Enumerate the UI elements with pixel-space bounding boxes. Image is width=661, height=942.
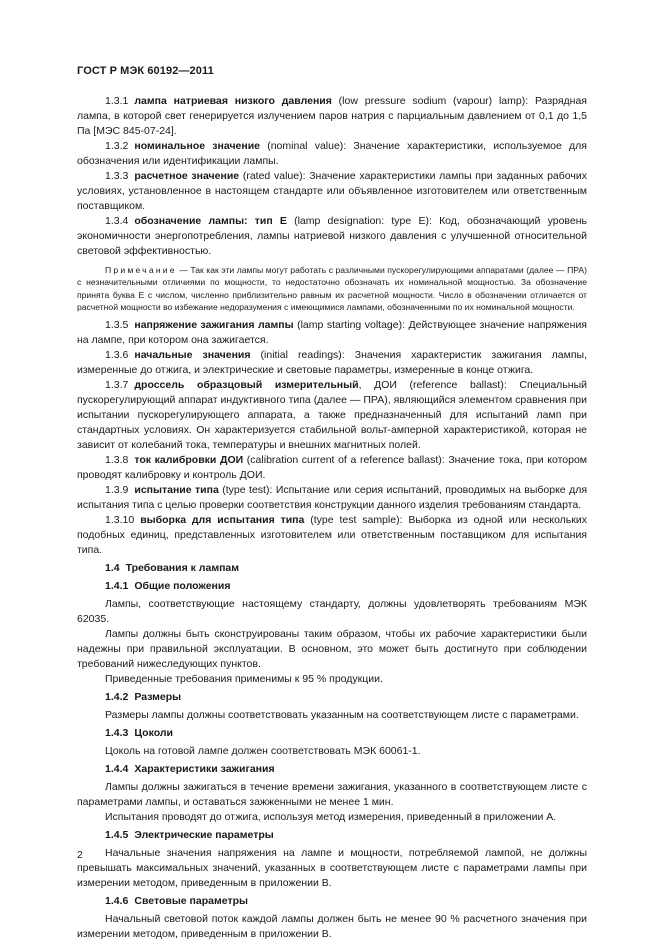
clause-number: 1.3.9 <box>105 483 129 496</box>
clause-number: 1.3.2 <box>105 140 129 152</box>
section-number: 1.4.2 <box>105 690 129 703</box>
clause-term: ток калибровки ДОИ <box>134 453 244 466</box>
section-number: 1.4.4 <box>105 762 129 775</box>
clause-number: 1.3.7 <box>105 378 129 391</box>
section-paragraph: Приведенные требования применимы к 95 % продукции. <box>105 672 383 685</box>
section-number: 1.4.3 <box>105 726 129 739</box>
section-title: Электрические параметры <box>134 828 274 841</box>
clause-1-3-2 <box>77 139 587 169</box>
clause-1-3-10 <box>77 513 587 558</box>
clause-1-3-9 <box>77 483 587 513</box>
section-title: Общие положения <box>134 579 231 592</box>
clause-1-3-1 <box>77 94 587 139</box>
clause-number: 1.3.3 <box>105 170 129 182</box>
clause-number: 1.3.5 <box>105 318 129 331</box>
section-number: 1.4.5 <box>105 828 129 841</box>
section-heading-1-4-3 <box>77 726 587 741</box>
clause-1-3-4 <box>77 214 587 259</box>
clause-term: выборка для испытания типа <box>140 513 305 526</box>
section-paragraph: Начальные значения напряжения на лампе и мощности, потребляемой лампой, не должны превышать максимальных значений, указанных в соответствующем листе с параметрами лампы при измерении методом, приведенным в приложении В. <box>77 846 587 889</box>
page-content <box>77 94 587 942</box>
section-paragraph: Начальный световой поток каждой лампы должен быть не менее 90 % расчетного значения при измерении методом, приведенным в приложении В. <box>77 912 587 940</box>
note-label: Примечание <box>105 265 177 275</box>
section-paragraph: Испытания проводят до отжига, используя метод измерения, приведенный в приложении А. <box>105 810 557 823</box>
section-heading-1-4-4 <box>77 762 587 777</box>
clause-number: 1.3.6 <box>105 348 129 361</box>
section-number: 1.4.6 <box>105 894 129 907</box>
clause-number: 1.3.4 <box>105 215 129 227</box>
section-number: 1.4.1 <box>105 579 129 592</box>
section-paragraph: Размеры лампы должны соответствовать указанным на соответствующем листе с параметрами. <box>105 708 579 721</box>
clause-term: обозначение лампы: тип E <box>134 215 287 227</box>
section-title: Требования к лампам <box>125 561 240 574</box>
clause-text: , ДОИ (reference ballast): Специальный пускорегулирующий аппарат индуктивного типа (далее — ПРА), являющийся элементом сравнения при испытании пускорегулирующего аппарата, а также предназначенный для испытаний ламп при стандартных условиях. Он характеризуется стабильной вольт-амперной характеристикой, которая не зависит от колебаний тока, температуры и внешних магнитных полей. <box>77 378 587 451</box>
clause-text: (lamp designation: type E): Код, обозначающий уровень экономичности энергопотребления, лампы натриевой низкого давления с улучшенной относительной световой эффективностью. <box>77 215 587 257</box>
clause-number: 1.3.8 <box>105 453 129 466</box>
clause-number: 1.3.1 <box>105 95 129 107</box>
note <box>77 264 587 314</box>
clause-text: (initial readings): Значения характеристик зажигания лампы, измеренные до отжига, и электрические и световые параметры, измеренные в конце отжига. <box>77 348 588 376</box>
section-title: Цоколи <box>134 726 173 739</box>
section-paragraph: Лампы, соответствующие настоящему стандарту, должны удовлетворять требованиям МЭК 62035. <box>77 597 587 625</box>
clause-term: расчетное значение <box>134 170 240 182</box>
clause-text: (low pressure sodium (vapour) lamp): Разрядная лампа, в которой свет генерируется излучением паров натрия с парциальным давлением от 0,1 до 1,5 Па [МЭС 845-07-24]. <box>77 95 587 137</box>
clause-term: испытание типа <box>134 483 219 496</box>
section-title: Размеры <box>134 690 182 703</box>
clause-1-3-5 <box>77 318 587 348</box>
clause-term: дроссель образцовый измерительный <box>134 378 359 391</box>
section-heading-1-4-2 <box>77 690 587 705</box>
page-header: ГОСТ Р МЭК 60192—2011 <box>77 65 214 77</box>
section-heading-1-4 <box>77 561 587 576</box>
clause-text: (type test): Испытание или серия испытаний, проводимых на выборке для испытания типа с целью проверки соответствия конструкции данного изделия требованиям стандарта. <box>77 483 588 511</box>
section-paragraph: Лампы должны быть сконструированы таким образом, чтобы их рабочие характеристики были надежны при правильной эксплуатации. В основном, это может быть достигнуто при соблюдении требований нижеследующих пунктов. <box>77 627 587 670</box>
clause-term: номинальное значение <box>134 140 261 152</box>
section-heading-1-4-5 <box>77 828 587 843</box>
section-paragraph: Цоколь на готовой лампе должен соответствовать МЭК 60061-1. <box>105 744 421 757</box>
clause-term: лампа натриевая низкого давления <box>134 95 332 107</box>
clause-1-3-3 <box>77 169 587 214</box>
section-heading-1-4-1 <box>77 579 587 594</box>
clause-1-3-8 <box>77 453 587 483</box>
clause-text: (calibration current of a reference ballast): Значение тока, при котором проводят калибровку и контроль ДОИ. <box>77 453 588 481</box>
clause-term: напряжение зажигания лампы <box>134 318 294 331</box>
clause-text: (nominal value): Значение характеристики, используемое для обозначения или идентификации лампы. <box>77 140 587 167</box>
page-number: 2 <box>77 849 83 861</box>
section-number: 1.4 <box>105 561 120 574</box>
clause-1-3-6 <box>77 348 587 378</box>
section-title: Характеристики зажигания <box>134 762 275 775</box>
section-heading-1-4-6 <box>77 894 587 909</box>
clause-term: начальные значения <box>134 348 251 361</box>
clause-number: 1.3.10 <box>105 513 135 526</box>
section-title: Световые параметры <box>134 894 248 907</box>
note-text: — Так как эти лампы могут работать с различными пускорегулирующими аппаратами (далее — ПРА) с незначительными отличиями по мощности, то недостаточно обозначать их номинальной мощностью. За обозначение принята буква E с числом, численно приблизительно равным их расчетной мощности. Число в обозначении отличается от расчетной мощности во избежание недоразумения с имеющимися лампами, обозначенными по их номинальной мощности. <box>77 265 587 313</box>
clause-text: (rated value): Значение характеристики лампы при заданных рабочих условиях, установленное в настоящем стандарте или объявленное изготовителем или ответственным поставщиком. <box>77 170 587 212</box>
section-paragraph: Лампы должны зажигаться в течение времени зажигания, указанного в соответствующем листе с параметрами лампы, и оставаться зажженными не менее 1 мин. <box>77 780 587 808</box>
clause-text: (type test sample): Выборка из одной или нескольких подобных единиц, представленных изготовителем или ответственным поставщиком для испытания типа. <box>77 513 587 556</box>
clause-1-3-7 <box>77 378 587 453</box>
clause-text: (lamp starting voltage): Действующее значение напряжения на лампе, при котором она зажигается. <box>77 318 587 346</box>
